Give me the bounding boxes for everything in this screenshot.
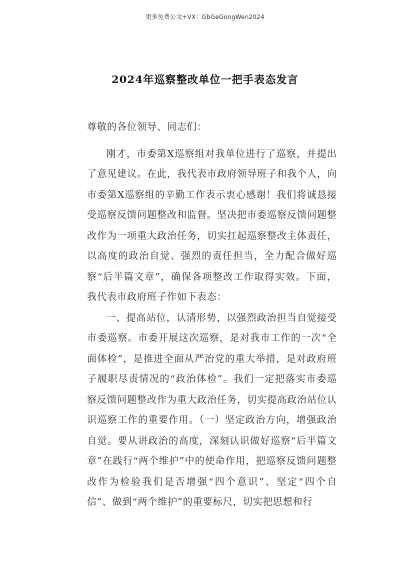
paragraph-2: 一、提高站位，认清形势，以强烈政治担当自觉接受市委巡察。市委开展这次巡察，是对我市工作的一次“全面体检”，是推进全面从严治党的重大举措，是对政府班子履职尽责情况的“政治体检”。我们一定把落实市委巡察反馈问题整改作为重大政治任务，切实提高政治站位认识巡察工作的重要作用。（一）坚定政治方向，增强政治自觉。要从讲政治的高度，深刻认识做好巡察“后半篇文章”在践行“两个维护”中的使命作用，把巡察反馈问题整改作为检验我们是否增强“四个意识”、坚定“四个自信”、做到“两个维护”的重要标尺，切实把思想和行 xyxy=(87,312,337,508)
document-body xyxy=(87,118,337,514)
paragraph-1: 刚才，市委第X巡察组对我单位进行了巡察，并提出了意见建议。在此，我代表市政府领导班子和我个人，向市委第X巡察组的辛勤工作表示衷心感谢！我们将诚恳接受巡察反馈问题整改和监督。坚决把市委巡察反馈问题整改作为一项重大政治任务，切实扛起巡察整改主体责任，以高度的政治自觉、强烈的责任担当，全力配合做好巡察“后半篇文章”，确保各项整改工作取得实效。下面，我代表市政府班子作如下表态： xyxy=(87,148,337,303)
document-title: 2024年巡察整改单位一把手表态发言 xyxy=(111,74,299,86)
greeting: 尊敬的各位领导、同志们： xyxy=(87,122,207,133)
header-note: 更多免费公文+VX：GbGeGongWen2024 xyxy=(145,14,265,21)
